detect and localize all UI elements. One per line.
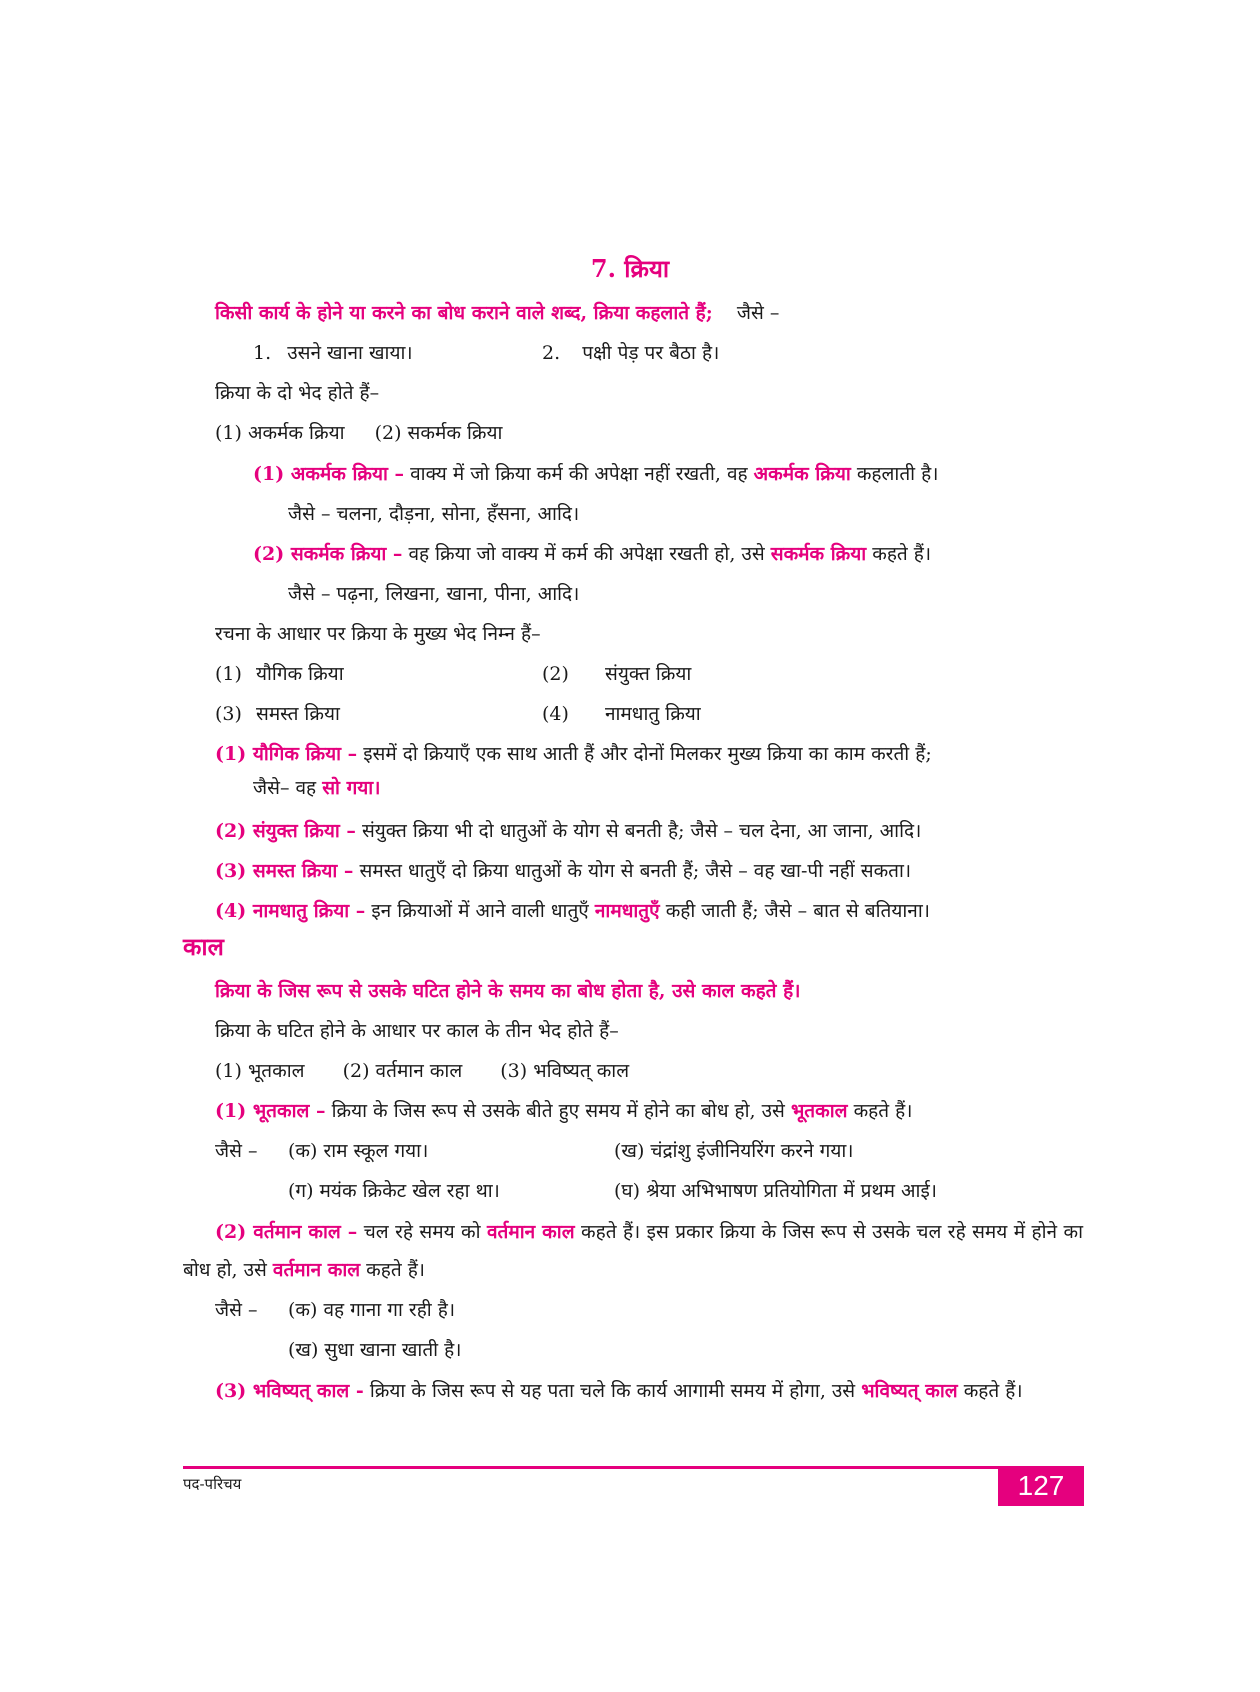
kal-heading: काल: [183, 932, 224, 961]
bhavishyat-text: क्रिया के जिस रूप से यह पता चले कि कार्य आगामी समय में होगा, उसे: [369, 1380, 856, 1402]
vartaman-text-end: कहते हैं।: [366, 1259, 426, 1281]
structure-type-3: [215, 701, 340, 727]
kal-type-bhavishyat: (3) भविष्यत् काल: [500, 1060, 630, 1082]
bhavishyat-label: (3) भविष्यत् काल -: [215, 1380, 364, 1402]
footer-chapter: पद-परिचय: [183, 1475, 242, 1493]
akarmak-label: (1) अकर्मक क्रिया –: [253, 463, 405, 485]
sanyukt-text: संयुक्त क्रिया भी दो धातुओं के योग से बनती है; जैसे – चल देना, आ जाना, आदि।: [361, 820, 922, 842]
sakarmak-text-end: कहते हैं।: [872, 543, 932, 565]
vartaman-label: (2) वर्तमान काल –: [215, 1221, 358, 1243]
bhootkal-text: क्रिया के जिस रूप से उसके बीते हुए समय में होने का बोध हो, उसे: [331, 1100, 785, 1122]
kal-types: [215, 1058, 629, 1084]
example-text: पक्षी पेड़ पर बैठा है।: [582, 342, 720, 364]
kal-type-bhoot: (1) भूतकाल: [215, 1060, 305, 1082]
bhootkal-example-prefix: जैसे –: [215, 1140, 258, 1162]
example-1: [253, 340, 413, 366]
bhootkal-label: (1) भूतकाल –: [215, 1100, 326, 1122]
namdhatu-definition: [215, 898, 930, 924]
vartaman-highlight-2: वर्तमान काल: [272, 1259, 361, 1281]
sakarmak-highlight: सकर्मक क्रिया: [770, 543, 867, 565]
akarmak-definition: [253, 461, 938, 487]
vartaman-definition: [183, 1213, 1083, 1289]
samast-label: (3) समस्त क्रिया –: [215, 860, 354, 882]
example-num: 1.: [253, 342, 272, 364]
two-types-intro: क्रिया के दो भेद होते हैं–: [215, 382, 380, 404]
yaugik-example-highlight: सो गया।: [322, 777, 381, 799]
bhavishyat-definition: [183, 1372, 1083, 1410]
namdhatu-label: (4) नामधातु क्रिया –: [215, 900, 366, 922]
example-2: [542, 340, 719, 366]
vartaman-text-mid: कहते हैं। इस प्रकार क्रिया के जिस रूप से उसके चल रहे समय में होने का बोध हो, उसे: [183, 1221, 1083, 1281]
bhootkal-definition: [215, 1098, 912, 1124]
vartaman-example: (क) वह गाना गा रही है।: [288, 1299, 456, 1321]
vartaman-example: (ख) सुधा खाना खाती है।: [288, 1339, 462, 1361]
kal-type-vartaman: (2) वर्तमान काल: [342, 1060, 463, 1082]
vartaman-highlight: वर्तमान काल: [486, 1221, 575, 1243]
yaugik-example: [253, 775, 380, 801]
yaugik-example-prefix: जैसे– वह: [253, 777, 317, 799]
type-name: नामधातु क्रिया: [604, 703, 701, 725]
akarmak-example: जैसे – चलना, दौड़ना, सोना, हँसना, आदि।: [288, 503, 580, 525]
vartaman-text: चल रहे समय को: [363, 1221, 481, 1243]
akarmak-text-end: कहलाती है।: [856, 463, 939, 485]
page-title: 7. क्रिया: [590, 254, 670, 283]
type-num: (1): [215, 663, 242, 685]
structure-type-4: [542, 701, 701, 727]
bhootkal-example: (ख) चंद्रांशु इंजीनियरिंग करने गया।: [614, 1140, 854, 1162]
bhootkal-highlight: भूतकाल: [790, 1100, 848, 1122]
two-types: [215, 420, 502, 446]
akarmak-text: वाक्य में जो क्रिया कर्म की अपेक्षा नहीं रखती, वह: [410, 463, 748, 485]
type-name: संयुक्त क्रिया: [604, 663, 692, 685]
type-num: (4): [542, 703, 569, 725]
sakarmak-example: जैसे – पढ़ना, लिखना, खाना, पीना, आदि।: [288, 583, 580, 605]
bhavishyat-highlight: भविष्यत् काल: [861, 1380, 958, 1402]
structure-type-1: [215, 661, 344, 687]
definition: [215, 300, 779, 326]
structure-type-2: [542, 661, 691, 687]
sakarmak-definition: [253, 541, 931, 567]
kal-intro: क्रिया के घटित होने के आधार पर काल के तीन भेद होते हैं–: [215, 1020, 619, 1042]
kal-definition: क्रिया के जिस रूप से उसके घटित होने के समय का बोध होता है, उसे काल कहते हैं।: [215, 980, 801, 1002]
yaugik-text: इसमें दो क्रियाएँ एक साथ आती हैं और दोनों मिलकर मुख्य क्रिया का काम करती हैं;: [363, 743, 932, 765]
yaugik-definition: [215, 741, 932, 767]
bhootkal-example: (घ) श्रेया अभिभाषण प्रतियोगिता में प्रथम आई।: [614, 1180, 937, 1202]
example-text: उसने खाना खाया।: [287, 342, 413, 364]
bhootkal-text-end: कहते हैं।: [853, 1100, 913, 1122]
type-name: यौगिक क्रिया: [255, 663, 344, 685]
sanyukt-label: (2) संयुक्त क्रिया –: [215, 820, 356, 842]
sakarmak-text: वह क्रिया जो वाक्य में कर्म की अपेक्षा रखती हो, उसे: [408, 543, 765, 565]
namdhatu-text-end: कही जाती हैं; जैसे – बात से बतियाना।: [665, 900, 930, 922]
samast-definition: [215, 858, 911, 884]
footer-rule: [183, 1466, 1083, 1469]
samast-text: समस्त धातुएँ दो क्रिया धातुओं के योग से बनती हैं; जैसे – वह खा-पी नहीं सकता।: [359, 860, 912, 882]
namdhatu-text: इन क्रियाओं में आने वाली धातुएँ: [371, 900, 589, 922]
structure-intro: रचना के आधार पर क्रिया के मुख्य भेद निम्न हैं–: [215, 623, 541, 645]
page-number: 127: [998, 1466, 1084, 1506]
akarmak-highlight: अकर्मक क्रिया: [753, 463, 851, 485]
bhootkal-example: (क) राम स्कूल गया।: [288, 1140, 429, 1162]
type-name: समस्त क्रिया: [255, 703, 340, 725]
type-sakarmak: (2) सकर्मक क्रिया: [374, 422, 503, 444]
definition-tail: जैसे –: [736, 302, 780, 324]
type-akarmak: (1) अकर्मक क्रिया: [215, 422, 345, 444]
namdhatu-highlight: नामधातुएँ: [594, 900, 660, 922]
example-num: 2.: [542, 342, 561, 364]
vartaman-example-prefix: जैसे –: [215, 1299, 258, 1321]
type-num: (3): [215, 703, 242, 725]
definition-text: किसी कार्य के होने या करने का बोध कराने वाले शब्द, क्रिया कहलाते हैं;: [215, 302, 713, 324]
bhootkal-example: (ग) मयंक क्रिकेट खेल रहा था।: [288, 1180, 500, 1202]
sanyukt-definition: [215, 818, 921, 844]
type-num: (2): [542, 663, 569, 685]
sakarmak-label: (2) सकर्मक क्रिया –: [253, 543, 403, 565]
yaugik-label: (1) यौगिक क्रिया –: [215, 743, 358, 765]
bhavishyat-text-end: कहते हैं।: [963, 1380, 1023, 1402]
